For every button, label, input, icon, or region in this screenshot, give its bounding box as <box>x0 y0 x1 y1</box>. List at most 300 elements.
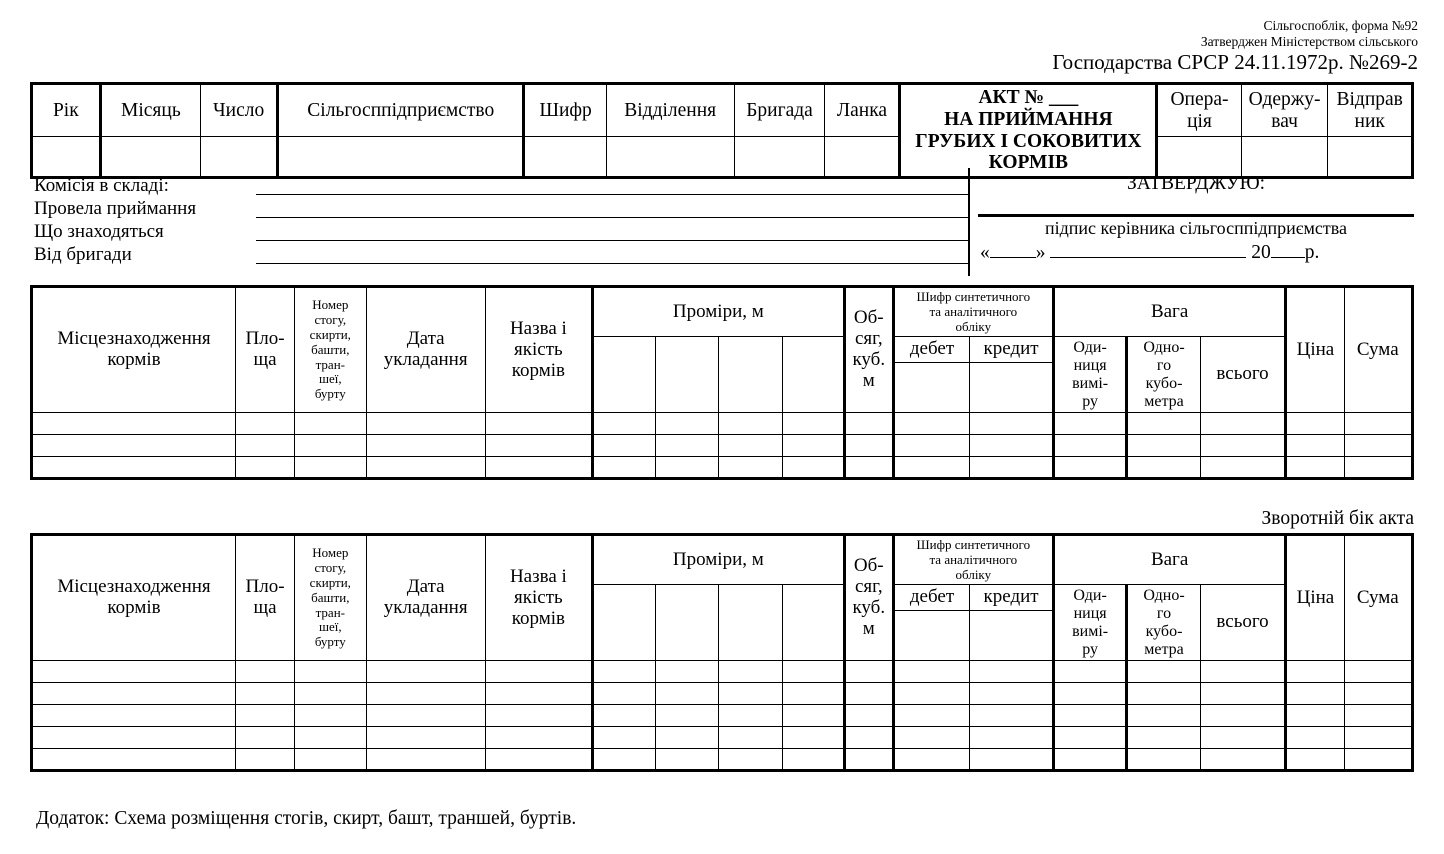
col-credit-blank <box>970 611 1054 661</box>
header-col-month: Місяць <box>100 84 200 137</box>
col-number-line-1: Номер <box>312 297 349 313</box>
col-volume-line-4: м <box>862 618 875 640</box>
cell-measure-3[interactable] <box>719 435 782 457</box>
footnote: Додаток: Схема розміщення стогів, скирт, башт, траншей, буртів. <box>36 808 577 829</box>
cell-area[interactable] <box>235 457 294 479</box>
col-weight-total: всього <box>1200 337 1286 413</box>
cell-measure-1[interactable] <box>592 661 655 683</box>
cell-location[interactable] <box>32 683 236 705</box>
cell-measure-2[interactable] <box>656 661 719 683</box>
approval-title: ЗАТВЕРДЖУЮ: <box>1126 173 1266 194</box>
col-name-quality-line-2: якість <box>514 338 563 360</box>
cell-volume[interactable] <box>844 705 893 727</box>
cell-debit[interactable] <box>893 457 969 479</box>
cell-credit[interactable] <box>970 457 1054 479</box>
cell-volume[interactable] <box>844 661 893 683</box>
cell-number[interactable] <box>295 727 366 749</box>
cell-price[interactable] <box>1286 705 1344 727</box>
header-col-link: Ланка <box>825 84 900 137</box>
col-location-line-1: Місцезнаходження <box>57 576 211 598</box>
col-weight-group: Вага <box>1053 535 1286 585</box>
cell-credit[interactable] <box>970 661 1054 683</box>
cell-sum[interactable] <box>1344 705 1412 727</box>
cell-date[interactable] <box>366 749 485 771</box>
col-area-line-2: ща <box>253 349 277 371</box>
commission-input-location[interactable] <box>256 224 969 241</box>
col-location <box>32 287 236 413</box>
cell-weight-total[interactable] <box>1200 705 1286 727</box>
account-code-line-1: Шифр синтетичного <box>916 289 1031 304</box>
commission-label-acceptance: Провела приймання <box>34 198 197 219</box>
main-table-1-wrapper <box>30 285 1414 480</box>
cell-area[interactable] <box>235 705 294 727</box>
sender-label-line-1: Відправ <box>1336 88 1403 110</box>
header-col-receiver <box>1241 84 1328 137</box>
operation-label-line-2: ція <box>1187 110 1212 132</box>
col-date-line-1: Дата <box>406 328 445 350</box>
col-unit-line-2: ниця <box>1073 605 1107 623</box>
header-table <box>30 82 1414 179</box>
commission-label-brigade: Від бригади <box>34 244 132 265</box>
approval-date-line[interactable] <box>974 242 1418 264</box>
col-location-line-2: кормів <box>107 597 161 619</box>
cell-price[interactable] <box>1286 435 1344 457</box>
col-unit-line-4: ру <box>1082 392 1098 410</box>
operation-label-line-1: Опера- <box>1170 88 1229 110</box>
cell-measure-2[interactable] <box>656 435 719 457</box>
cell-debit[interactable] <box>893 683 969 705</box>
account-code-line-3: обліку <box>955 318 992 334</box>
cell-area[interactable] <box>235 749 294 771</box>
cell-location[interactable] <box>32 413 236 435</box>
cell-measure-2[interactable] <box>656 683 719 705</box>
main-table-back <box>30 533 1414 772</box>
cell-number[interactable] <box>295 661 366 683</box>
cell-name-quality[interactable] <box>485 683 592 705</box>
cell-unit[interactable] <box>1053 661 1126 683</box>
cell-volume[interactable] <box>844 413 893 435</box>
cell-volume[interactable] <box>844 727 893 749</box>
header-col-day: Число <box>201 84 278 137</box>
cell-measure-2[interactable] <box>656 705 719 727</box>
cell-name-quality[interactable] <box>485 749 592 771</box>
col-name-quality <box>485 287 592 413</box>
col-date-laid <box>366 287 485 413</box>
col-percubic-line-1: Одно- <box>1143 339 1185 357</box>
cell-measure-1[interactable] <box>592 705 655 727</box>
cell-credit[interactable] <box>970 413 1054 435</box>
commission-row <box>34 218 969 241</box>
col-percubic-line-3: кубо- <box>1145 622 1183 640</box>
cell-measure-2[interactable] <box>656 727 719 749</box>
cell-name-quality[interactable] <box>485 727 592 749</box>
col-debit-blank <box>893 363 969 413</box>
cell-number[interactable] <box>295 683 366 705</box>
col-date-laid <box>366 535 485 661</box>
cell-name-quality[interactable] <box>485 705 592 727</box>
col-account-code-group <box>893 535 1053 585</box>
cell-name-quality[interactable] <box>485 661 592 683</box>
act-title-cell <box>900 84 1157 178</box>
receiver-label-line-1: Одержу- <box>1248 88 1321 110</box>
vertical-divider <box>968 168 970 276</box>
cell-price[interactable] <box>1286 749 1344 771</box>
col-measurements-group: Проміри, м <box>592 287 844 337</box>
cell-measure-2[interactable] <box>656 457 719 479</box>
cell-unit[interactable] <box>1053 749 1126 771</box>
cell-measure-4[interactable] <box>782 683 844 705</box>
col-per-cubic-meter <box>1127 585 1200 661</box>
cell-measure-3[interactable] <box>719 683 782 705</box>
cell-price[interactable] <box>1286 661 1344 683</box>
cell-debit[interactable] <box>893 413 969 435</box>
col-number-line-6: шеї, <box>318 619 342 635</box>
cell-debit[interactable] <box>893 705 969 727</box>
table-row[interactable] <box>32 683 1413 705</box>
cell-sum[interactable] <box>1344 683 1412 705</box>
cell-area[interactable] <box>235 683 294 705</box>
cell-number[interactable] <box>295 457 366 479</box>
cell-credit[interactable] <box>970 727 1054 749</box>
cell-date[interactable] <box>366 435 485 457</box>
col-volume-line-3: куб. <box>852 597 886 619</box>
commission-input-members[interactable] <box>256 178 969 195</box>
cell-volume[interactable] <box>844 457 893 479</box>
table-row[interactable] <box>32 749 1413 771</box>
col-name-quality-line-1: Назва і <box>509 317 567 339</box>
col-location <box>32 535 236 661</box>
cell-name-quality[interactable] <box>485 435 592 457</box>
col-volume-line-2: сяг, <box>855 328 883 350</box>
cell-unit[interactable] <box>1053 457 1126 479</box>
date-year-blank[interactable] <box>1271 257 1305 258</box>
cell-measure-3[interactable] <box>719 727 782 749</box>
col-volume <box>844 287 893 413</box>
col-measurements-group: Проміри, м <box>592 535 844 585</box>
act-title-line-4: КОРМІВ <box>988 152 1069 174</box>
cell-per-cubic-meter[interactable] <box>1127 683 1200 705</box>
cell-measure-3[interactable] <box>719 661 782 683</box>
col-volume-line-3: куб. <box>852 349 886 371</box>
cell-price[interactable] <box>1286 457 1344 479</box>
cell-credit[interactable] <box>970 705 1054 727</box>
cell-unit[interactable] <box>1053 705 1126 727</box>
cell-measure-2[interactable] <box>656 749 719 771</box>
table-row[interactable] <box>32 435 1413 457</box>
imprint-line-1: Сільгоспоблік, форма №92 <box>1263 18 1418 33</box>
cell-sum[interactable] <box>1344 435 1412 457</box>
cell-debit[interactable] <box>893 435 969 457</box>
col-unit <box>1053 585 1126 661</box>
cell-location[interactable] <box>32 727 236 749</box>
col-volume <box>844 535 893 661</box>
col-percubic-line-2: го <box>1156 605 1172 623</box>
cell-location[interactable] <box>32 705 236 727</box>
col-unit <box>1053 337 1126 413</box>
cell-per-cubic-meter[interactable] <box>1127 705 1200 727</box>
cell-measure-1[interactable] <box>592 749 655 771</box>
quote-open: « <box>980 242 990 263</box>
cell-sum[interactable] <box>1344 727 1412 749</box>
col-sum: Сума <box>1344 535 1412 661</box>
cell-measure-3[interactable] <box>719 457 782 479</box>
col-area <box>235 287 294 413</box>
signature-caption: підпис керівника сільгосппідприємства <box>1044 218 1348 238</box>
act-title-line-2: НА ПРИЙМАННЯ <box>944 108 1113 130</box>
col-unit-line-1: Оди- <box>1073 339 1107 357</box>
col-name-quality-line-3: кормів <box>511 359 565 381</box>
cell-location[interactable] <box>32 457 236 479</box>
cell-weight-total[interactable] <box>1200 683 1286 705</box>
account-code-line-3: обліку <box>955 566 992 582</box>
col-price: Ціна <box>1286 535 1344 661</box>
col-measure-3 <box>719 585 782 661</box>
cell-area[interactable] <box>235 727 294 749</box>
commission-label-members: Комісія в складі: <box>34 175 169 196</box>
cell-weight-total[interactable] <box>1200 749 1286 771</box>
quote-close: » <box>1035 242 1046 263</box>
col-price: Ціна <box>1286 287 1344 413</box>
cell-weight-total[interactable] <box>1200 457 1286 479</box>
signature-line[interactable] <box>978 195 1414 217</box>
col-measure-1 <box>592 337 655 413</box>
col-area-line-1: Пло- <box>245 576 285 598</box>
col-location-line-1: Місцезнаходження <box>57 328 211 350</box>
reverse-side-label: Зворотній бік акта <box>1261 508 1414 529</box>
cell-per-cubic-meter[interactable] <box>1127 749 1200 771</box>
col-sum: Сума <box>1344 287 1412 413</box>
cell-credit[interactable] <box>970 683 1054 705</box>
col-area-line-2: ща <box>253 597 277 619</box>
col-per-cubic-meter <box>1127 337 1200 413</box>
cell-sum[interactable] <box>1344 457 1412 479</box>
col-number-line-3: скирти, <box>309 327 351 342</box>
date-suffix: р. <box>1304 242 1320 263</box>
col-measure-4 <box>782 585 844 661</box>
cell-measure-3[interactable] <box>719 413 782 435</box>
col-name-quality-line-3: кормів <box>511 607 565 629</box>
commission-input-acceptance[interactable] <box>256 201 969 218</box>
cell-measure-1[interactable] <box>592 727 655 749</box>
col-percubic-line-3: кубо- <box>1145 374 1183 392</box>
col-date-line-2: укладання <box>383 597 468 619</box>
col-debit: дебет <box>893 585 969 611</box>
cell-measure-3[interactable] <box>719 749 782 771</box>
header-table-wrapper <box>30 82 1414 179</box>
col-volume-line-1: Об- <box>853 307 884 329</box>
header-label-row <box>32 84 1413 137</box>
form-imprint <box>1052 18 1418 75</box>
col-number-line-7: бурту <box>314 634 346 650</box>
col-name-quality-line-1: Назва і <box>509 565 567 587</box>
cell-number[interactable] <box>295 435 366 457</box>
col-credit-blank <box>970 363 1054 413</box>
cell-date[interactable] <box>366 683 485 705</box>
cell-location[interactable] <box>32 435 236 457</box>
cell-measure-4[interactable] <box>782 457 844 479</box>
col-weight-total: всього <box>1200 585 1286 661</box>
header-col-sender <box>1328 84 1413 137</box>
col-area-line-1: Пло- <box>245 328 285 350</box>
col-unit-line-1: Оди- <box>1073 587 1107 605</box>
main-header-row-1 <box>32 287 1413 337</box>
table-row[interactable] <box>32 661 1413 683</box>
cell-debit[interactable] <box>893 749 969 771</box>
commission-row <box>34 241 969 264</box>
col-volume-line-2: сяг, <box>855 576 883 598</box>
cell-date[interactable] <box>366 727 485 749</box>
cell-volume[interactable] <box>844 749 893 771</box>
cell-volume[interactable] <box>844 435 893 457</box>
cell-measure-3[interactable] <box>719 705 782 727</box>
cell-name-quality[interactable] <box>485 413 592 435</box>
col-name-quality-line-2: якість <box>514 586 563 608</box>
cell-name-quality[interactable] <box>485 457 592 479</box>
commission-row <box>34 195 969 218</box>
col-number-line-4: башти, <box>311 341 350 357</box>
table-row[interactable] <box>32 705 1413 727</box>
header-col-year: Рік <box>32 84 101 137</box>
account-code-line-2: та аналітичного <box>929 551 1018 567</box>
cell-price[interactable] <box>1286 683 1344 705</box>
cell-number[interactable] <box>295 749 366 771</box>
date-month-blank[interactable] <box>1050 257 1246 258</box>
col-percubic-line-4: метра <box>1144 392 1184 410</box>
cell-measure-4[interactable] <box>782 749 844 771</box>
col-measure-2 <box>656 585 719 661</box>
col-percubic-line-2: го <box>1156 357 1172 375</box>
cell-area[interactable] <box>235 661 294 683</box>
date-year-prefix: 20 <box>1251 242 1271 263</box>
cell-measure-4[interactable] <box>782 413 844 435</box>
col-stack-number <box>295 287 366 413</box>
cell-location[interactable] <box>32 749 236 771</box>
cell-measure-1[interactable] <box>592 457 655 479</box>
col-debit-blank <box>893 611 969 661</box>
col-name-quality <box>485 535 592 661</box>
col-number-line-6: шеї, <box>318 371 342 387</box>
col-unit-line-3: вимі- <box>1072 374 1109 392</box>
col-volume-line-4: м <box>862 370 875 392</box>
account-code-line-2: та аналітичного <box>929 303 1018 319</box>
commission-row <box>34 172 969 195</box>
col-measure-3 <box>719 337 782 413</box>
cell-date[interactable] <box>366 413 485 435</box>
cell-location[interactable] <box>32 661 236 683</box>
col-debit: дебет <box>893 337 969 363</box>
cell-per-cubic-meter[interactable] <box>1127 435 1200 457</box>
commission-block <box>34 172 969 264</box>
act-title-line-3: ГРУБИХ І СОКОВИТИХ <box>915 130 1142 152</box>
main-header-row-1 <box>32 535 1413 585</box>
cell-debit[interactable] <box>893 661 969 683</box>
table-row[interactable] <box>32 413 1413 435</box>
header-col-code: Шифр <box>524 84 606 137</box>
cell-measure-2[interactable] <box>656 413 719 435</box>
cell-sum[interactable] <box>1344 749 1412 771</box>
header-col-department: Відділення <box>606 84 734 137</box>
cell-volume[interactable] <box>844 683 893 705</box>
cell-price[interactable] <box>1286 413 1344 435</box>
commission-input-brigade[interactable] <box>256 247 969 264</box>
col-number-line-2: стогу, <box>314 560 347 576</box>
header-col-enterprise: Сільгосппідприємство <box>278 84 524 137</box>
col-number-line-7: бурту <box>314 386 346 402</box>
col-unit-line-2: ниця <box>1073 357 1107 375</box>
cell-unit[interactable] <box>1053 435 1126 457</box>
col-unit-line-3: вимі- <box>1072 622 1109 640</box>
cell-per-cubic-meter[interactable] <box>1127 727 1200 749</box>
col-number-line-4: башти, <box>311 589 350 605</box>
cell-weight-total[interactable] <box>1200 413 1286 435</box>
cell-measure-1[interactable] <box>592 413 655 435</box>
cell-measure-4[interactable] <box>782 661 844 683</box>
cell-weight-total[interactable] <box>1200 435 1286 457</box>
date-day-blank[interactable] <box>990 257 1036 258</box>
col-percubic-line-1: Одно- <box>1143 587 1185 605</box>
header-col-brigade: Бригада <box>734 84 825 137</box>
receiver-label-line-2: вач <box>1271 110 1298 132</box>
cell-unit[interactable] <box>1053 727 1126 749</box>
cell-per-cubic-meter[interactable] <box>1127 413 1200 435</box>
col-measure-4 <box>782 337 844 413</box>
table-row[interactable] <box>32 727 1413 749</box>
col-date-line-1: Дата <box>406 576 445 598</box>
account-code-line-1: Шифр синтетичного <box>916 537 1031 552</box>
cell-date[interactable] <box>366 705 485 727</box>
cell-measure-4[interactable] <box>782 705 844 727</box>
approval-block <box>974 172 1418 264</box>
cell-debit[interactable] <box>893 727 969 749</box>
col-percubic-line-4: метра <box>1144 640 1184 658</box>
cell-price[interactable] <box>1286 727 1344 749</box>
col-location-line-2: кормів <box>107 349 161 371</box>
cell-weight-total[interactable] <box>1200 727 1286 749</box>
cell-credit[interactable] <box>970 749 1054 771</box>
cell-date[interactable] <box>366 457 485 479</box>
cell-measure-1[interactable] <box>592 683 655 705</box>
cell-per-cubic-meter[interactable] <box>1127 457 1200 479</box>
table-row[interactable] <box>32 457 1413 479</box>
cell-number[interactable] <box>295 413 366 435</box>
cell-per-cubic-meter[interactable] <box>1127 661 1200 683</box>
imprint-line-2: Затверджен Міністерством сільського <box>1200 33 1418 49</box>
col-number-line-5: тран- <box>315 356 345 372</box>
sender-label-line-2: ник <box>1354 110 1385 132</box>
col-number-line-3: скирти, <box>309 575 351 590</box>
cell-date[interactable] <box>366 661 485 683</box>
col-credit: кредит <box>970 585 1054 611</box>
cell-number[interactable] <box>295 705 366 727</box>
col-credit: кредит <box>970 337 1054 363</box>
cell-unit[interactable] <box>1053 683 1126 705</box>
col-unit-line-4: ру <box>1082 640 1098 658</box>
cell-measure-4[interactable] <box>782 727 844 749</box>
cell-unit[interactable] <box>1053 413 1126 435</box>
col-account-code-group <box>893 287 1053 337</box>
cell-credit[interactable] <box>970 435 1054 457</box>
cell-area[interactable] <box>235 413 294 435</box>
col-number-line-1: Номер <box>312 545 349 561</box>
cell-sum[interactable] <box>1344 413 1412 435</box>
cell-measure-4[interactable] <box>782 435 844 457</box>
cell-weight-total[interactable] <box>1200 661 1286 683</box>
cell-measure-1[interactable] <box>592 435 655 457</box>
cell-area[interactable] <box>235 435 294 457</box>
col-number-line-5: тран- <box>315 604 345 620</box>
cell-sum[interactable] <box>1344 661 1412 683</box>
col-measure-2 <box>656 337 719 413</box>
